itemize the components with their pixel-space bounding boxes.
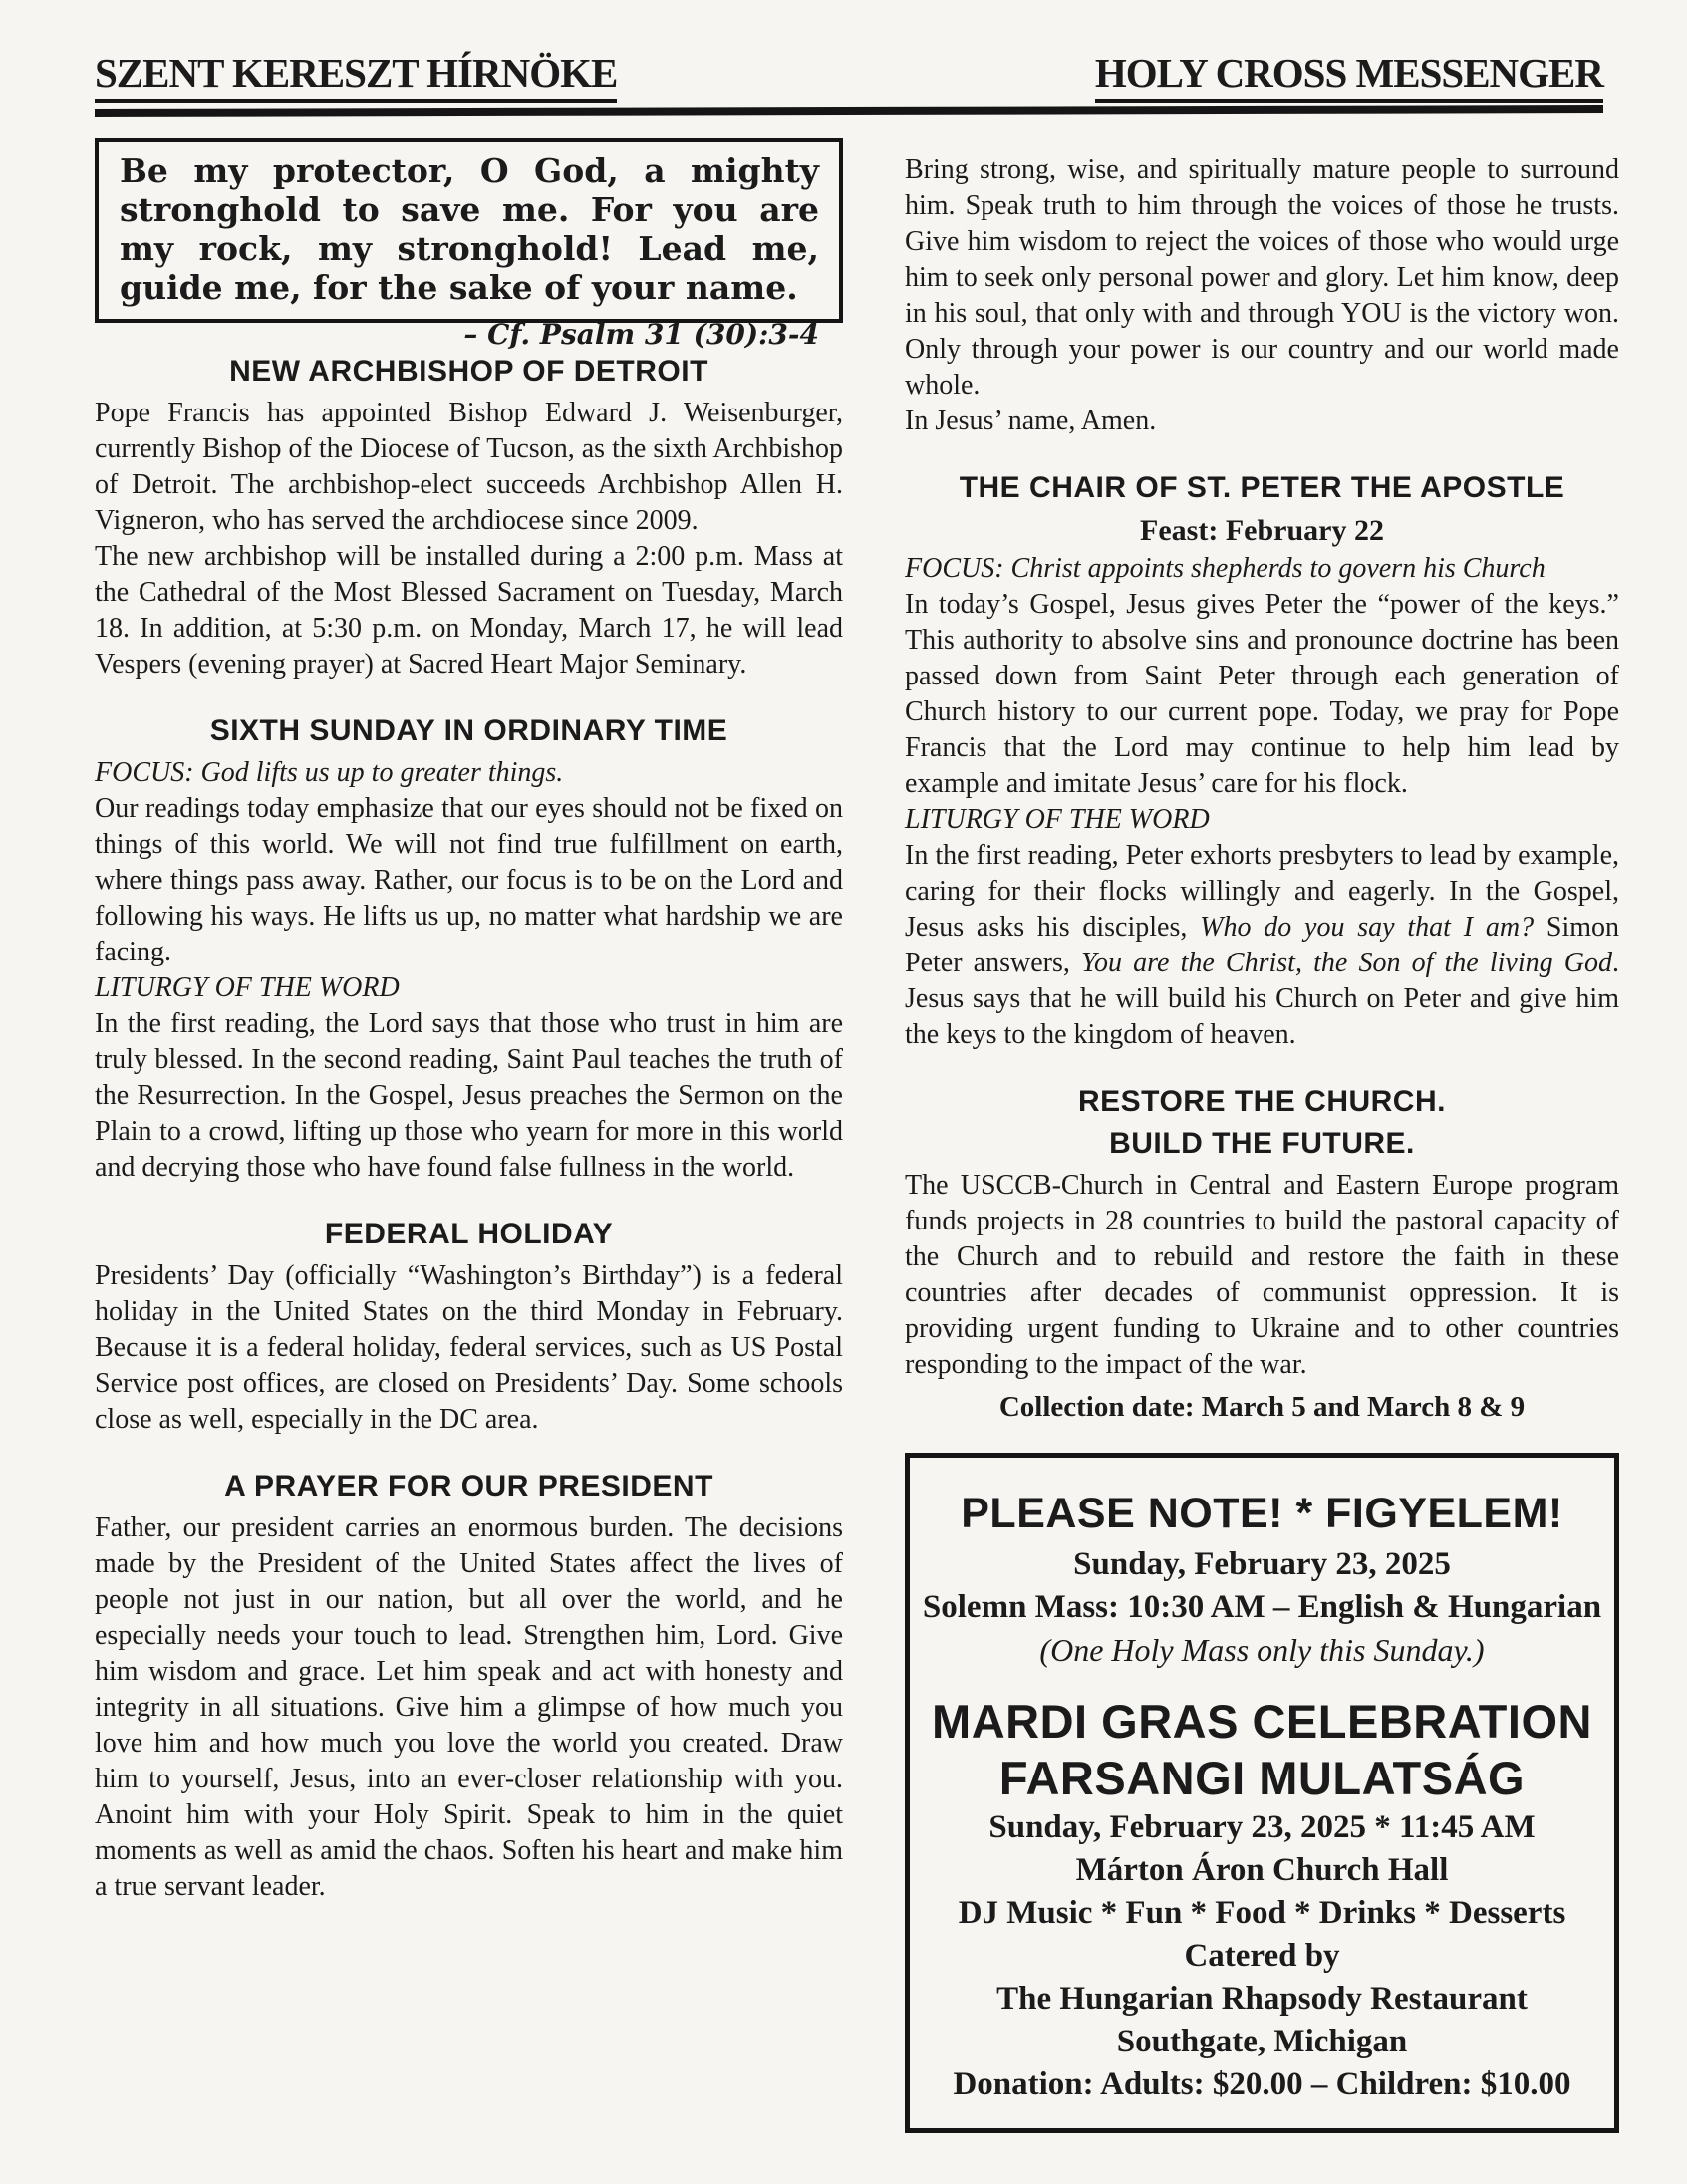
notice-box (905, 1453, 1619, 2133)
paragraph: FOCUS: God lifts us up to greater things. (95, 757, 564, 788)
paragraph: FOCUS: Christ appoints shepherds to govern his Church (905, 553, 1546, 584)
notice-line: FARSANGI MULATSÁG (998, 1752, 1526, 1804)
two-column-content (95, 138, 1619, 2133)
section-heading: NEW ARCHBISHOP OF DETROIT (229, 355, 708, 388)
section-heading: SIXTH SUNDAY IN ORDINARY TIME (209, 714, 728, 747)
paragraph (905, 838, 1619, 1053)
notice-line: MARDI GRAS CELEBRATION (932, 1695, 1592, 1748)
paragraph: The new archbishop will be installed during a 2:00 p.m. Mass at the Cathedral of the Most Blessed Sacrament on Tuesday, March 18. In addition, at 5:30 p.m. on Monday, March 17, he will lead Vespers (evening prayer) at Sacred Heart Major Seminary. (95, 541, 843, 680)
notice-line: Solemn Mass: 10:30 AM – English & Hungarian (922, 1589, 1602, 1625)
left-column-sections (95, 354, 843, 1905)
newsletter-title-english: HOLY CROSS MESSENGER (1095, 50, 1603, 103)
right-column-sections (905, 152, 1619, 1427)
bulletin-section (95, 713, 843, 1186)
header-divider-rule (95, 105, 1603, 117)
bulletin-section (905, 470, 1619, 1053)
notice-line: (One Holy Mass only this Sunday.) (1039, 1632, 1485, 1668)
notice-line: Márton Áron Church Hall (1075, 1852, 1449, 1888)
masthead (95, 50, 1603, 103)
bulletin-section (905, 152, 1619, 439)
bulletin-section (95, 1469, 843, 1905)
bulletin-section (95, 354, 843, 682)
section-heading: RESTORE THE CHURCH. (1078, 1085, 1446, 1118)
bulletin-section (95, 1217, 843, 1438)
left-column (95, 138, 843, 2133)
paragraph: LITURGY OF THE WORD (95, 972, 400, 1003)
section-subheading: Feast: February 22 (1140, 514, 1384, 547)
notice-line: Donation: Adults: $20.00 – Children: $10.00 (953, 2066, 1571, 2102)
section-heading: FEDERAL HOLIDAY (324, 1218, 614, 1250)
psalm-quote-attribution: – Cf. Psalm 31 (30):3-4 (463, 318, 819, 351)
notice-line: Sunday, February 23, 2025 (1073, 1546, 1451, 1582)
text-run: Simon Peter answers, (905, 912, 1619, 978)
paragraph: In today’s Gospel, Jesus gives Peter the “power of the keys.” This authority to absolve sins and pronounce doctrine has been passed down from Saint Peter through each generation of Church history to our current pope. Today, we pray for Pope Francis that the Lord may continue to help him lead by example and imitate Jesus’ care for his flock. (905, 589, 1619, 799)
paragraph: Pope Francis has appointed Bishop Edward J. Weisenburger, currently Bishop of the Diocese of Tucson, as the sixth Archbishop of Detroit. The archbishop-elect succeeds Archbishop Allen H. Vigneron, who has served the archdiocese since 2009. (95, 398, 843, 536)
notice-box-lines (918, 1488, 1606, 2106)
paragraph: Presidents’ Day (officially “Washington’s Birthday”) is a federal holiday in the United States on the third Monday in February. Because it is a federal holiday, federal services, such as US Postal Service post offices, are closed on Presidents’ Day. Some schools close as well, especially in the DC area. (95, 1260, 843, 1435)
notice-line: Catered by (1184, 1938, 1340, 1974)
notice-spacer (918, 1671, 1606, 1693)
notice-line: PLEASE NOTE! * FIGYELEM! (961, 1490, 1563, 1537)
paragraph: The USCCB-Church in Central and Eastern Europe program funds projects in 28 countries to build the pastoral capacity of the Church and to rebuild and restore the faith in these countries after decades of communist oppression. It is providing urgent funding to Ukraine and to other countries responding to the impact of the war. (905, 1170, 1619, 1380)
text-run: . Jesus says that he will build his Church on Peter and give him the keys to the kingdom of heaven. (905, 948, 1619, 1050)
paragraph: In Jesus’ name, Amen. (905, 406, 1157, 436)
paragraph: Bring strong, wise, and spiritually mature people to surround him. Speak truth to him through the voices of those he trusts. Give him wisdom to reject the voices of those who would urge him to seek only personal power and glory. Let him know, deep in his soul, that only with and through YOU is the victory won. Only through your power is our country and our world made whole. (905, 154, 1619, 401)
notice-line: Sunday, February 23, 2025 * 11:45 AM (988, 1809, 1536, 1845)
psalm-quote-box (95, 138, 843, 351)
paragraph: LITURGY OF THE WORD (905, 804, 1210, 835)
right-column (905, 138, 1619, 2133)
psalm-quote-text: Be my protector, O God, a mighty stronghold to save me. For you are my rock, my stronghold! Lead me, guide me, for the sake of your name. (120, 151, 819, 307)
newsletter-title-hungarian: SZENT KERESZT HÍRNÖKE (95, 50, 617, 103)
paragraph: Our readings today emphasize that our eyes should not be fixed on things of this world. We will not find true fulfillment on earth, where things pass away. Rather, our focus is to be on the Lord and following his ways. He lifts us up, no matter what hardship we are facing. (95, 793, 843, 967)
section-heading: BUILD THE FUTURE. (1109, 1127, 1415, 1160)
notice-line: Southgate, Michigan (1116, 2024, 1408, 2059)
italic-run: Who do you say that I am? (1200, 912, 1535, 943)
italic-run: You are the Christ, the Son of the living God (1081, 948, 1612, 978)
section-heading: THE CHAIR OF ST. PETER THE APOSTLE (959, 471, 1565, 504)
text-run: In the first reading, Peter exhorts presbyters to lead by example, caring for their flocks willingly and eagerly. In the Gospel, Jesus asks his disciples, (905, 840, 1619, 943)
notice-line: DJ Music * Fun * Food * Drinks * Desserts (958, 1895, 1566, 1931)
notice-line: The Hungarian Rhapsody Restaurant (996, 1981, 1528, 2017)
bulletin-section (905, 1084, 1619, 1427)
section-heading: A PRAYER FOR OUR PRESIDENT (224, 1470, 713, 1502)
paragraph: Collection date: March 5 and March 8 & 9 (998, 1391, 1526, 1423)
paragraph: In the first reading, the Lord says that those who trust in him are truly blessed. In the second reading, Saint Paul teaches the truth of the Resurrection. In the Gospel, Jesus preaches the Sermon on the Plain to a crowd, lifting up those who yearn for more in this world and decrying those who have found false fullness in the world. (95, 1008, 843, 1183)
paragraph: Father, our president carries an enormous burden. The decisions made by the President of the United States affect the lives of people not just in our nation, but all over the world, and he especially needs your touch to lead. Strengthen him, Lord. Give him wisdom and grace. Let him speak and act with honesty and integrity in all situations. Give him a glimpse of how much you love him and how much you love the world you created. Draw him to yourself, Jesus, into an ever-closer relationship with you. Anoint him with your Holy Spirit. Speak to him in the quiet moments as well as amid the chaos. Soften his heart and make him a true servant leader. (95, 1512, 843, 1902)
